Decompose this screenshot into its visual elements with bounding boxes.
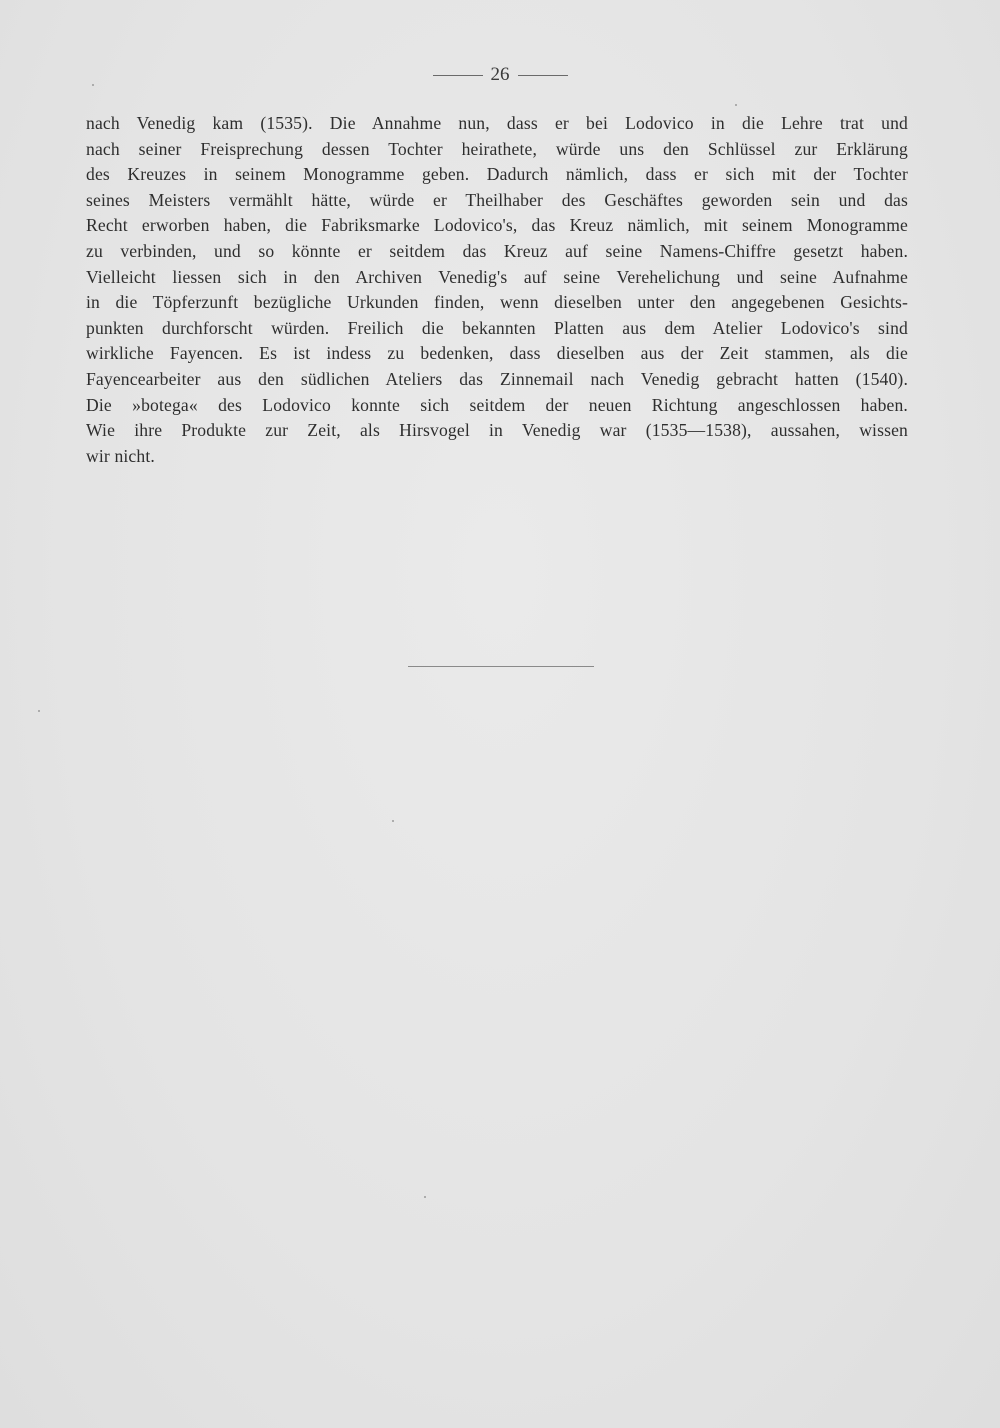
text-line: nach Venedig kam (1535). Die Annahme nun, dass er bei Lodovico in die Lehre trat und [86,113,908,133]
paper-speck [38,710,40,712]
header-rule-right [518,75,568,76]
paper-speck [392,820,394,822]
text-line: wir nicht. [86,445,155,466]
text-line: Die »botega« des Lodovico konnte sich seitdem der neuen Richtung angeschlossen haben. [86,394,908,415]
text-line: in die Töpferzunft bezügliche Urkunden finden, wenn dieselben unter den angegebenen Gesichts- [86,292,908,313]
body-paragraph [86,111,908,469]
page-number: 26 [490,64,510,85]
text-line: Wie ihre Produkte zur Zeit, als Hirsvogel in Venedig war (1535—1538), aussahen, wissen [86,420,908,441]
text-line: seines Meisters vermählt hätte, würde er Theilhaber des Geschäftes geworden sein und das [86,189,908,210]
text-line: Fayencearbeiter aus den südlichen Ateliers das Zinnemail nach Venedig gebracht hatten (1540). [86,368,908,389]
text-line: wirkliche Fayencen. Es ist indess zu bedenken, dass dieselben aus der Zeit stammen, als die [86,343,908,364]
text-line: nach seiner Freisprechung dessen Tochter heirathete, würde uns den Schlüssel zur Erklärung [86,138,908,159]
text-line: Recht erworben haben, die Fabriksmarke Lodovico's, das Kreuz nämlich, mit seinem Monogramme [86,215,908,236]
text-line: punkten durchforscht würden. Freilich die bekannten Platten aus dem Atelier Lodovico's sind [86,317,908,338]
page-header [0,62,1000,88]
paper-speck [424,1196,426,1198]
paper-speck [92,84,94,86]
text-line: des Kreuzes in seinem Monogramme geben. Dadurch nämlich, dass er sich mit der Tochter [86,164,908,185]
section-end-rule [408,666,594,667]
header-rule-left [433,75,483,76]
text-line: zu verbinden, und so könnte er seitdem das Kreuz auf seine Namens-Chiffre gesetzt haben. [86,240,908,261]
paper-speck [735,104,737,106]
text-line: Vielleicht liessen sich in den Archiven Venedig's auf seine Verehelichung und seine Aufnahme [86,266,908,287]
